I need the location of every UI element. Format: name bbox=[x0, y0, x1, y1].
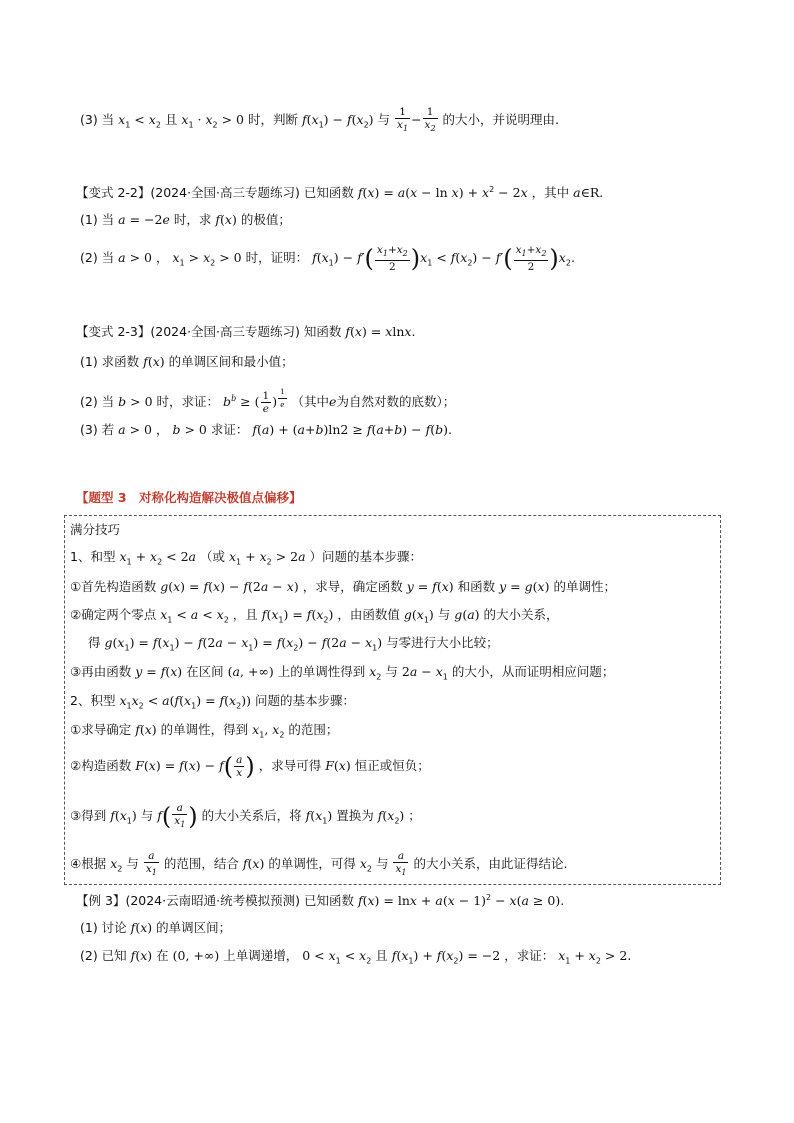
fraction: $\frac{x_1+x_2}{2}$ bbox=[515, 244, 547, 274]
variant-2-2-q2: (2) 当 a > 0 ， $x_1 > x_2 > 0$ 时，证明： $f(x_1) - f'$( $\frac{x_1+x_2}{2}$ )$x_1 < f(x_2) - f'$( $\frac{x_1+x_2}{2}$ )$x_2$. bbox=[80, 244, 575, 274]
section-heading: 【题型 3 对称化构造解决极值点偏移】 bbox=[76, 490, 302, 505]
variant-2-3-q2: (2) 当 b > 0 时，求证： $b^b$ ≥ ( $\frac{1}{e}$ ) $^{\frac{1}{e}}$ （其中e为自然对数的底数）； bbox=[80, 388, 456, 416]
tips-step-a1: ①首先构造函数 g(x) = f(x) − f(2a − x) ，求导，确定函数 y = f(x) 和函数 y = g(x) 的单调性； bbox=[70, 579, 616, 594]
tips-sum-type: 1、和型 $x_1 + x_2 < 2a$ （或 $x_1 + x_2 > 2a$ ）问题的基本步骤： bbox=[70, 549, 423, 567]
example-3-q1: (1) 讨论 f(x) 的单调区间； bbox=[80, 920, 232, 935]
subquestion-3: (3) 当 $x_1 < x_2$ 且 $x_1 \cdot x_2 > 0$ 时，判断 $f(x_1) - f(x_2)$ 与 $\frac{1}{x_1}$ − $\frac{1}{x_2}$ 的大小，并说明理由. bbox=[80, 106, 560, 134]
tips-title: 满分技巧 bbox=[70, 522, 121, 537]
variant-2-3-q1: (1) 求函数 f(x) 的单调区间和最小值； bbox=[80, 354, 294, 369]
fraction: $\frac{a}{x_1}$ bbox=[174, 802, 186, 830]
tips-step-b4: ④根据 $x_2$ 与 $\frac{a}{x_1}$ 的范围，结合 f(x) 的单调性，可得 $x_2$ 与 $\frac{a}{x_1}$ 的大小关系，由此证得结论. bbox=[70, 850, 568, 878]
fraction: 1 e bbox=[280, 388, 285, 409]
tips-step-a2-cont: 得 $g(x_1) = f(x_1) - f(2a - x_1) = f(x_2) - f(2a - x_1)$ 与零进行大小比较； bbox=[88, 635, 499, 653]
fraction: $\frac{1}{x_1}$ bbox=[397, 106, 409, 134]
variant-2-2-stem: 【变式 2-2】(2024·全国·高三专题练习) 已知函数 $f(x) = a(x - \ln x) + x^2 - 2x$ ，其中 a∈R. bbox=[76, 185, 604, 201]
variant-2-3-stem: 【变式 2-3】(2024·全国·高三专题练习) 知函数 f(x) = xlnx. bbox=[76, 324, 416, 339]
fraction: $\frac{a}{x}$ bbox=[236, 754, 243, 779]
tips-product-type: 2、积型 $x_1x_2 < a(f(x_1) = f(x_2))$ 问题的基本步骤： bbox=[70, 693, 355, 711]
tips-step-b1: ①求导确定 f(x) 的单调性，得到 $x_1$, $x_2$ 的范围； bbox=[70, 722, 339, 740]
tips-step-b2: ②构造函数 F(x) = f(x) − f( $\frac{a}{x}$ ) ，求导可得 F(x) 恒正或恒负； bbox=[70, 752, 430, 781]
tips-step-b3: ③得到 $f(x_1)$ 与 f( $\frac{a}{x_1}$ ) 的大小关系后，将 $f(x_1)$ 置换为 $f(x_2)$ ； bbox=[70, 802, 421, 831]
fraction: $\frac{x_1+x_2}{2}$ bbox=[376, 244, 408, 274]
tips-step-a2: ②确定两个零点 $x_1 < a < x_2$ ，且 $f(x_1) = f(x_2)$ ，由函数值 $g(x_1)$ 与 g(a) 的大小关系， bbox=[70, 607, 559, 625]
example-3-q2: (2) 已知 f(x) 在 (0, +∞) 上单调递增， $0 < x_1 < x_2$ 且 $f(x_1) + f(x_2) = -2$ ，求证： $x_1 + x_2 > 2$. bbox=[80, 948, 632, 966]
variant-2-3-q3: (3) 若 a > 0 ， b > 0 求证： f(a) + (a+b)ln2 ≥ f(a+b) − f(b). bbox=[80, 422, 453, 437]
fraction: $\frac{a}{x_1}$ bbox=[145, 850, 157, 878]
variant-2-2-q1: (1) 当 a = −2e 时，求 f(x) 的极值； bbox=[80, 212, 291, 227]
fraction: $\frac{a}{x_1}$ bbox=[395, 850, 407, 878]
fraction: $\frac{1}{e}$ bbox=[262, 390, 270, 416]
tips-step-a3: ③再由函数 y = f(x) 在区间 (a, +∞) 上的单调性得到 $x_2$ 与 $2a - x_1$ 的大小，从而证明相应问题； bbox=[70, 664, 615, 682]
fraction: $\frac{1}{x_2}$ bbox=[424, 106, 436, 134]
example-3-stem: 【例 3】(2024·云南昭通·统考模拟预测) 已知函数 $f(x) = \ln x + a(x - 1)^2 - x(a \ge 0)$. bbox=[76, 893, 565, 909]
